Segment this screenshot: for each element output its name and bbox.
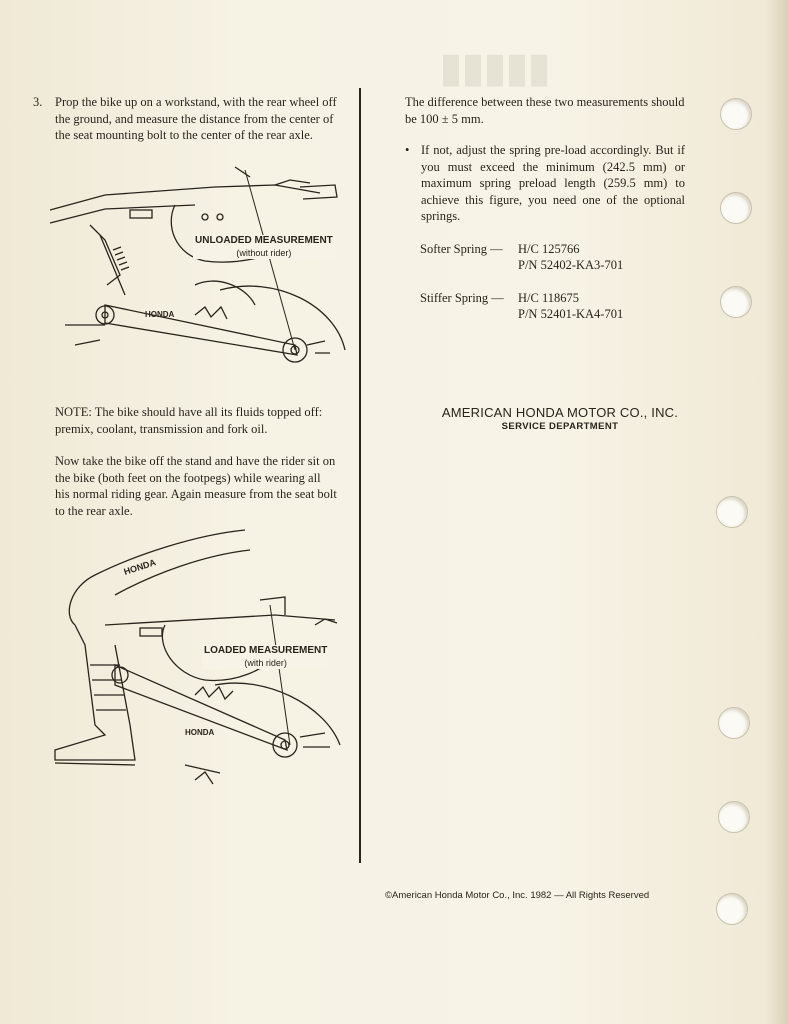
binder-hole: [716, 893, 748, 925]
binder-hole: [720, 286, 752, 318]
binder-hole: [720, 98, 752, 130]
step-number: 3.: [33, 95, 43, 109]
page-edge-shadow: [766, 0, 788, 1024]
svg-text:HONDA: HONDA: [145, 310, 175, 319]
svg-text:HONDA: HONDA: [122, 557, 158, 577]
step-text: Prop the bike up on a workstand, with the rear wheel off the ground, and measure the distance from the center of the seat mounting bolt to the center of the rear axle.: [55, 95, 337, 142]
fig2-label: LOADED MEASUREMENT: [204, 645, 328, 656]
svg-text:HONDA: HONDA: [185, 728, 215, 737]
softer-spring-hc: H/C 125766: [518, 241, 580, 256]
loaded-figure: [45, 525, 355, 800]
stiffer-spring: [420, 290, 685, 323]
binder-hole: [718, 801, 750, 833]
company-name: AMERICAN HONDA MOTOR CO., INC.: [441, 405, 679, 420]
company-department: SERVICE DEPARTMENT: [501, 421, 619, 432]
step-3: [33, 94, 338, 144]
company-signature: [430, 405, 690, 432]
bullet-text: If not, adjust the spring pre-load accordingly. But if you must exceed the minimum (242.5 mm) or maximum spring preload length (259.5 mm) to achieve this figure, you need one of the optional springs.: [421, 143, 685, 223]
difference-paragraph: The difference between these two measurements should be 100 ± 5 mm.: [405, 95, 685, 126]
now-paragraph: Now take the bike off the stand and have the rider sit on the bike (both feet on the footpegs) while wearing all his normal riding gear. Again measure from the seat bolt to the rear axle.: [55, 454, 337, 518]
stiffer-spring-pn: P/N 52401-KA4-701: [518, 307, 624, 321]
adjust-bullet: [405, 142, 685, 225]
copyright-notice: ©American Honda Motor Co., Inc. 1982 — All Rights Reserved: [385, 890, 650, 901]
binder-hole: [720, 192, 752, 224]
softer-spring: [420, 241, 685, 274]
loaded-measurement-label: [202, 645, 329, 669]
left-column: [33, 94, 338, 144]
softer-spring-label: Softer Spring —: [420, 241, 503, 256]
binder-hole: [716, 496, 748, 528]
bullet-mark: •: [405, 143, 410, 157]
fig2-sublabel: (with rider): [244, 658, 287, 668]
softer-spring-pn: P/N 52402-KA3-701: [518, 258, 624, 272]
stiffer-spring-hc: H/C 118675: [518, 290, 579, 305]
stiffer-spring-label: Stiffer Spring —: [420, 290, 504, 305]
note-paragraph: NOTE: The bike should have all its fluids topped off: premix, coolant, transmission and fork oil.: [55, 405, 323, 436]
binder-hole: [718, 707, 750, 739]
column-divider: [359, 88, 361, 863]
fig1-sublabel: (without rider): [236, 248, 292, 258]
left-column-lower: [33, 404, 338, 519]
show-through-logo: ▮▮▮▮▮: [440, 46, 551, 90]
unloaded-measurement-label: [193, 235, 335, 259]
unloaded-figure: [45, 165, 355, 395]
bike-frame-illustration: [45, 165, 355, 395]
right-column: [405, 94, 685, 323]
fig1-label: UNLOADED MEASUREMENT: [195, 235, 333, 246]
